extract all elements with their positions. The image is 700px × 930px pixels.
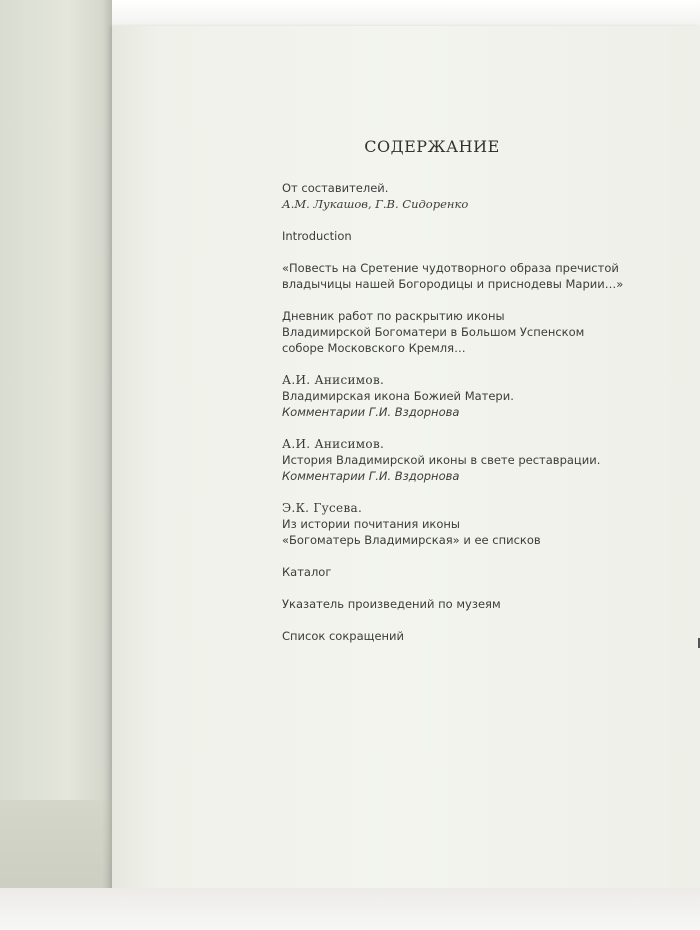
toc-line: Список сокращений [282, 629, 405, 643]
toc-line: Э.К. Гусева. [282, 501, 363, 515]
toc-line: А.М. Лукашов, Г.В. Сидоренко [282, 197, 469, 211]
toc-line: «Богоматерь Владимирская» и ее списков [282, 533, 541, 547]
toc-entry [282, 436, 682, 484]
toc-entry [282, 596, 682, 612]
toc-entry [282, 308, 682, 356]
toc-line: Владимирская икона Божией Матери. [282, 389, 514, 403]
toc-line: Комментарии Г.И. Вздорнова [282, 469, 460, 483]
toc-line: соборе Московского Кремля… [282, 341, 466, 355]
toc-entry [282, 628, 682, 644]
toc-line: Дневник работ по раскрытию иконы [282, 309, 505, 323]
toc-entry [282, 500, 682, 548]
page-title: СОДЕРЖАНИЕ [364, 137, 500, 156]
toc-line: Владимирской Богоматери в Большом Успенском [282, 325, 585, 339]
toc-entry [282, 372, 682, 420]
toc-line: «Повесть на Сретение чудотворного образа пречистой [282, 261, 619, 275]
toc-line: Introduction [282, 229, 352, 243]
toc-entry [282, 180, 682, 212]
toc-line: Каталог [282, 565, 332, 579]
toc-entry [282, 564, 682, 580]
toc-line: История Владимирской иконы в свете реставрации. [282, 453, 601, 467]
toc-line: Из истории почитания иконы [282, 517, 460, 531]
book-gutter [102, 0, 112, 930]
toc-line: Указатель произведений по музеям [282, 597, 501, 611]
toc-line: От составителей. [282, 181, 389, 195]
toc-line: А.И. Анисимов. [282, 373, 385, 387]
toc-entry [282, 228, 682, 244]
table-of-contents [282, 180, 682, 644]
toc-entry [282, 260, 682, 292]
toc-line: А.И. Анисимов. [282, 437, 385, 451]
toc-line: владычицы нашей Богородицы и приснодевы Марии…» [282, 277, 624, 291]
right-page [112, 26, 700, 890]
toc-line: Комментарии Г.И. Вздорнова [282, 405, 460, 419]
left-page [0, 0, 112, 930]
background-bottom [0, 888, 700, 930]
